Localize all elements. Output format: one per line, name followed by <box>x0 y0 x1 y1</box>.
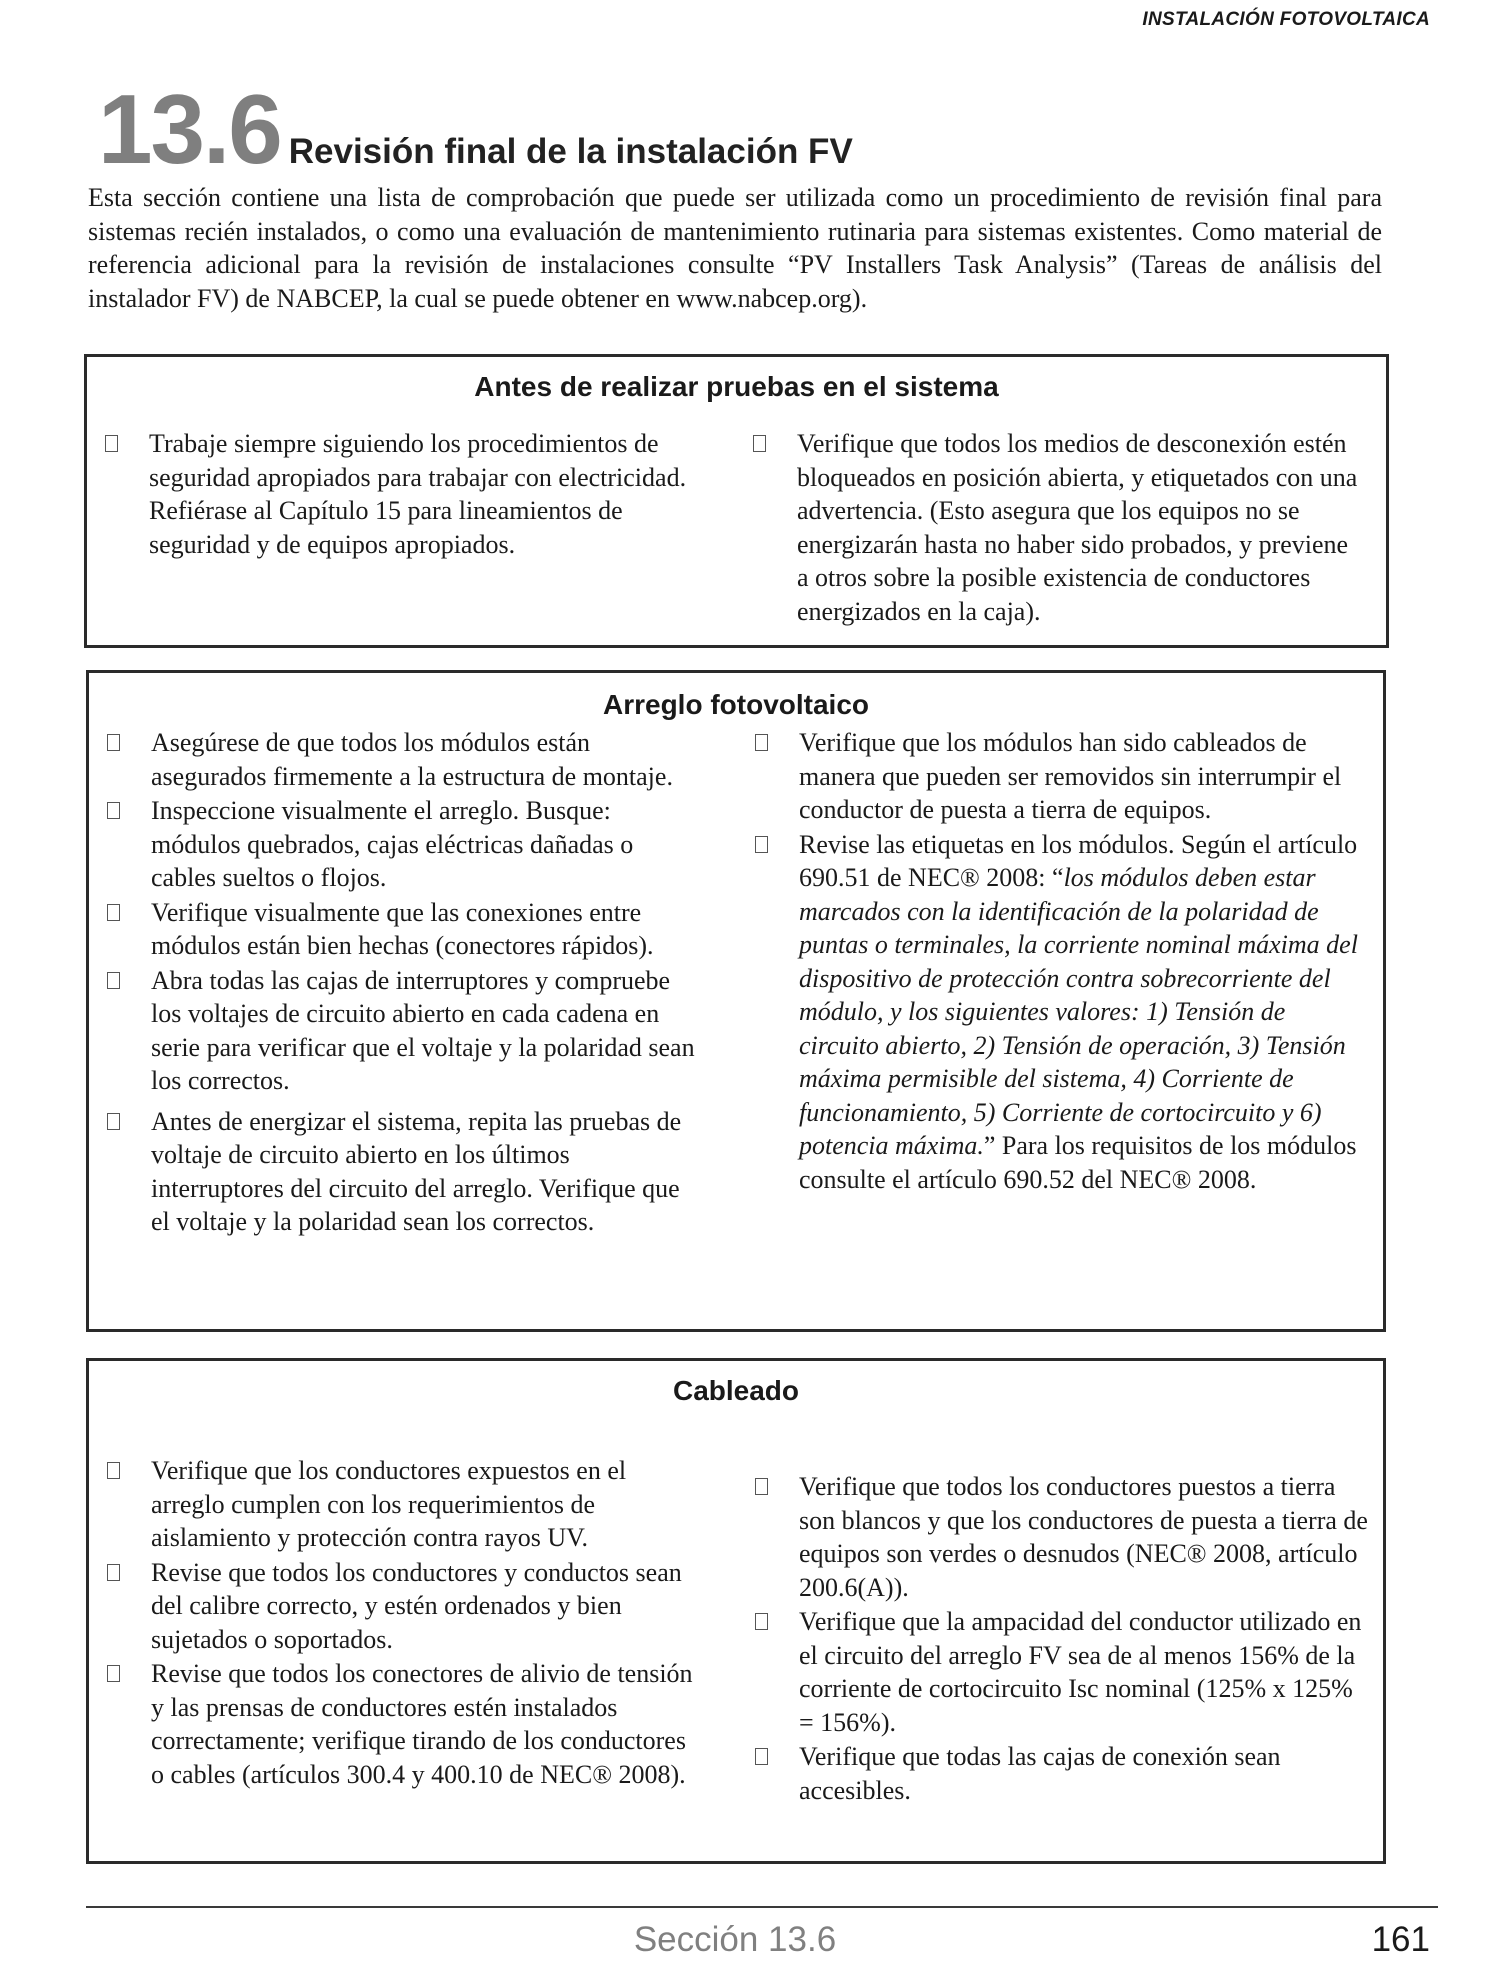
checklist-column-left <box>103 1454 703 1791</box>
checklist-item-text: Antes de energizar el sistema, repita las pruebas de voltaje de circuito abierto en los últimos interruptores del circuito del arreglo. Verifique que el voltaje y la polaridad sean los correctos. <box>151 1106 682 1236</box>
checklist-item <box>751 1605 1369 1739</box>
checkbox-icon <box>107 972 120 989</box>
checklist-item <box>749 427 1364 628</box>
checklist-column-left <box>103 726 703 1239</box>
checklist-item-text: Revise que todos los conectores de alivio de tensión y las prensas de conductores estén instalados correctamente; verifique tirando de los conductores o cables (artículos 300.4 y 400.10 de NEC® 2008). <box>151 1659 693 1789</box>
checkbox-icon <box>107 734 120 751</box>
checklist-item <box>751 828 1369 1197</box>
checklist-item-text: Asegúrese de que todos los módulos están asegurados firmemente a la estructura de montaje. <box>151 728 673 791</box>
checklist-column-right <box>751 726 1369 1196</box>
checklist-item <box>103 964 703 1098</box>
checklist-item-quote: los módulos deben estar marcados con la identificación de la polaridad de puntas o terminales, la corriente nominal máxima del dispositivo de protección contra sobrecorriente del módulo, y los siguientes valores: 1) Tensión de circuito abierto, 2) Tensión de operación, 3) Tensión máxima permisible del sistema, 4) Corriente de funcionamiento, 5) Corriente de cortocircuito y 6) potencia máxima. <box>799 863 1358 1160</box>
checklist-box-before-testing <box>84 354 1389 648</box>
checklist-box-wiring <box>86 1358 1386 1864</box>
checklist-item <box>103 794 703 895</box>
checklist-column-right <box>751 1470 1369 1807</box>
intro-paragraph: Esta sección contiene una lista de comprobación que puede ser utilizada como un procedimiento de revisión final para sistemas recién instalados, o como una evaluación de mantenimiento rutinaria para sistemas existentes. Como material de referencia adicional para la revisión de instalaciones consulte “PV Installers Task Analysis” (Tareas de análisis del instalador FV) de NABCEP, la cual se puede obtener en www.nabcep.org). <box>88 183 1382 313</box>
page-number: 161 <box>1371 1920 1430 1959</box>
checklist-item <box>751 726 1369 827</box>
checkbox-icon <box>105 435 118 452</box>
checklist-item <box>751 1470 1369 1604</box>
checklist-item-text: Trabaje siempre siguiendo los procedimientos de seguridad apropiados para trabajar con electricidad. Refiérase al Capítulo 15 para lineamientos de seguridad y de equipos apropiados. <box>149 429 687 559</box>
section-title: Revisión final de la instalación FV <box>288 132 853 171</box>
footer-divider <box>86 1906 1438 1908</box>
checkbox-icon <box>755 1478 768 1495</box>
checkbox-icon <box>107 1462 120 1479</box>
checklist-item-text-intro: Revise las etiquetas en los módulos. Según el artículo 690.51 de NEC® 2008: “ <box>799 829 1358 892</box>
section-heading <box>98 74 853 184</box>
box-title: Arreglo fotovoltaico <box>602 689 869 720</box>
checklist-item-text: Verifique que los módulos han sido cableados de manera que pueden ser removidos sin interrumpir el conductor de puesta a tierra de equipos. <box>799 728 1342 824</box>
checklist-item-text: Verifique que todos los medios de desconexión estén bloqueados en posición abierta, y etiquetados con una advertencia. (Esto asegura que los equipos no se energizarán hasta no haber sido probados, y previene a otros sobre la posible existencia de conductores energizados en la caja). <box>797 429 1358 626</box>
checkbox-icon <box>107 802 120 819</box>
checklist-item-text-tail: ” Para los requisitos de los módulos consulte el artículo 690.52 del NEC® 2008. <box>799 1131 1357 1194</box>
checklist-item-text: Verifique que los conductores expuestos en el arreglo cumplen con los requerimientos de aislamiento y protección contra rayos UV. <box>151 1456 627 1552</box>
footer-section-label: Sección 13.6 <box>633 1920 837 1959</box>
checklist-item-text: Abra todas las cajas de interruptores y compruebe los voltajes de circuito abierto en cada cadena en serie para verificar que el voltaje y la polaridad sean los correctos. <box>151 965 695 1095</box>
checkbox-icon <box>107 1665 120 1682</box>
checklist-item <box>103 1556 703 1657</box>
checklist-item-text: Revise que todos los conductores y conductos sean del calibre correcto, y estén ordenados y bien sujetados o soportados. <box>151 1557 682 1654</box>
checkbox-icon <box>107 1113 120 1130</box>
checkbox-icon <box>755 1748 768 1765</box>
checklist-item-text: Verifique que la ampacidad del conductor utilizado en el circuito del arreglo FV sea de al menos 156% de la corriente de cortocircuito Isc nominal (125% x 125% = 156%). <box>799 1607 1362 1737</box>
checklist-item-text <box>799 830 1358 1194</box>
checklist-item <box>103 896 703 963</box>
checklist-box-pv-array <box>86 670 1386 1332</box>
section-number: 13.6 <box>98 74 281 184</box>
checklist-item <box>103 726 703 793</box>
checklist-column-right <box>749 427 1364 628</box>
box-title: Cableado <box>672 1375 800 1406</box>
checkbox-icon <box>107 904 120 921</box>
checklist-item <box>103 1657 703 1791</box>
checkbox-icon <box>755 1613 768 1630</box>
checklist-item-text: Inspeccione visualmente el arreglo. Busque: módulos quebrados, cajas eléctricas dañadas o cables sueltos o flojos. <box>151 796 634 892</box>
checklist-column-left <box>101 427 701 561</box>
box-title: Antes de realizar pruebas en el sistema <box>474 371 999 402</box>
checklist-item <box>103 1454 703 1555</box>
checklist-item-text: Verifique que todos los conductores puestos a tierra son blancos y que los conductores de puesta a tierra de equipos son verdes o desnudos (NEC® 2008, artículo 200.6(A)). <box>799 1472 1368 1602</box>
checklist-item-text: Verifique visualmente que las conexiones entre módulos están bien hechas (conectores rápidos). <box>151 897 654 960</box>
running-header: INSTALACIÓN FOTOVOLTAICA <box>1142 9 1430 30</box>
checkbox-icon <box>755 734 768 751</box>
checklist-item <box>101 427 701 561</box>
checkbox-icon <box>755 836 768 853</box>
checkbox-icon <box>753 435 766 452</box>
checkbox-icon <box>107 1564 120 1581</box>
checklist-item <box>751 1740 1369 1807</box>
checklist-item <box>103 1105 703 1239</box>
checklist-item-text: Verifique que todas las cajas de conexión sean accesibles. <box>799 1742 1281 1805</box>
